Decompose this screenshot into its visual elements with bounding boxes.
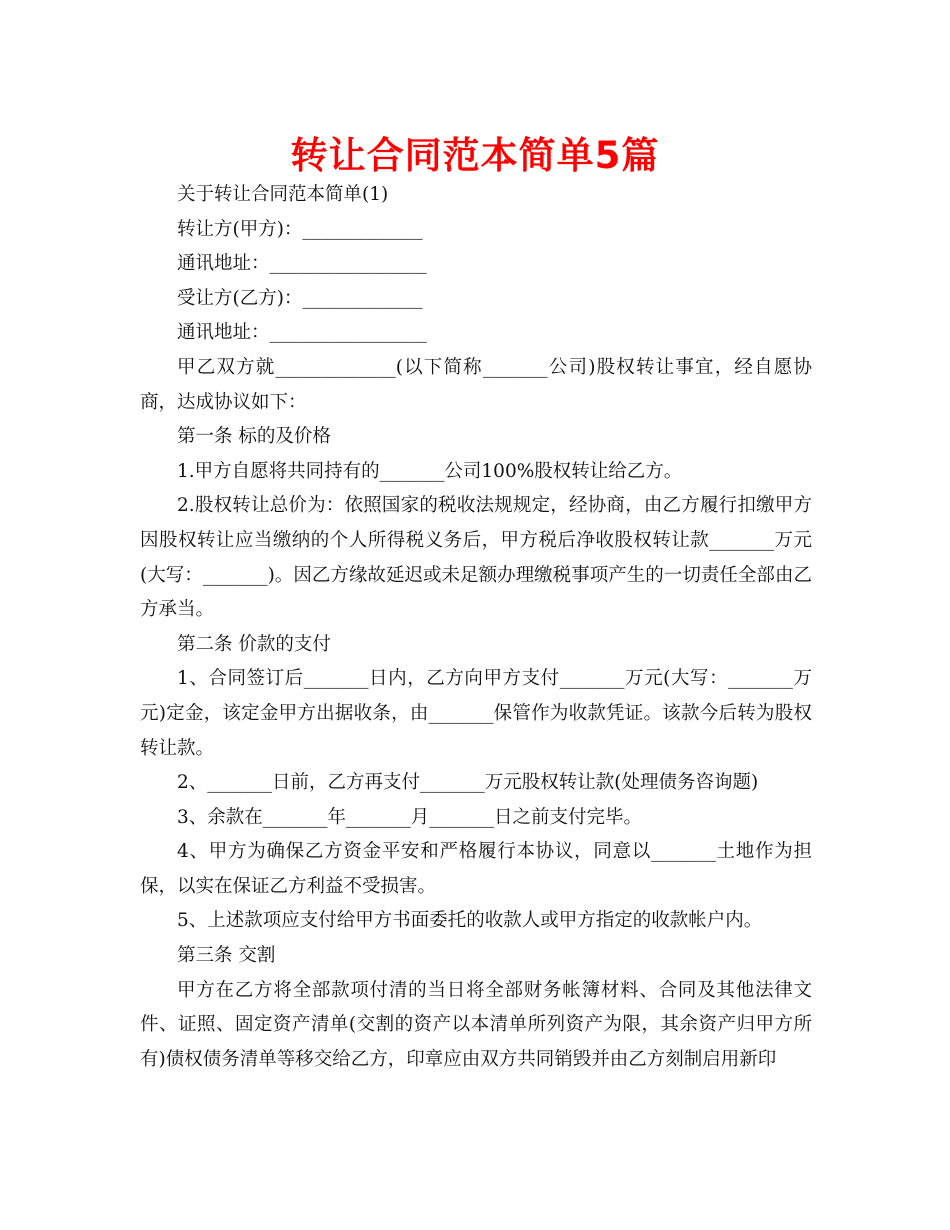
paragraph-article-1-heading: 第一条 标的及价格 [177, 426, 331, 448]
document-title: 转让合同范本简单5篇 [290, 134, 660, 177]
paragraph-article-2-item-2: 2、_______日前，乙方再支付_______万元股权转让款(处理债务咨询题) [177, 772, 759, 794]
paragraph-article-3-heading: 第三条 交割 [177, 945, 276, 967]
paragraph-transferor-address: 通讯地址：_________________ [177, 253, 427, 275]
paragraph-transferor: 转让方(甲方)：_____________ [177, 218, 423, 240]
document-body [140, 178, 812, 1077]
paragraph-article-2-item-1: 1、合同签订后_______日内，乙方向甲方支付_______万元(大写：_______万元)定金，该定金甲方出据收条，由_______保管作为收款凭证。该款今后转为股权转让款。 [140, 668, 812, 759]
paragraph-preamble: 甲乙双方就_____________(以下简称_______公司)股权转让事宜，经自愿协商，达成协议如下： [140, 356, 812, 413]
paragraph-article-2-item-3: 3、余款在_______年_______月_______日之前支付完毕。 [177, 806, 643, 828]
paragraph-article-2-item-5: 5、上述款项应支付给甲方书面委托的收款人或甲方指定的收款帐户内。 [177, 910, 763, 932]
paragraph-heading-contract-1: 关于转让合同范本简单(1) [177, 184, 389, 205]
paragraph-article-1-item-2: 2.股权转让总价为：依照国家的税收法规规定，经协商，由乙方履行扣缴甲方因股权转让应当缴纳的个人所得税义务后，甲方税后净收股权转让款_______万元(大写：_______)。因乙方缘故延迟或未足额办理缴税事项产生的一切责任全部由乙方承当。 [140, 495, 812, 621]
paragraph-transferee-address: 通讯地址：_________________ [177, 322, 427, 344]
paragraph-article-1-item-1: 1.甲方自愿将共同持有的_______公司100%股权转让给乙方。 [177, 460, 683, 482]
paragraph-article-2-item-4: 4、甲方为确保乙方资金平安和严格履行本协议，同意以_______土地作为担保，以实在保证乙方利益不受损害。 [140, 841, 812, 897]
paragraph-article-2-heading: 第二条 价款的支付 [177, 633, 331, 655]
paragraph-transferee: 受让方(乙方)：_____________ [177, 287, 423, 309]
paragraph-article-3-body: 甲方在乙方将全部款项付清的当日将全部财务帐簿材料、合同及其他法律文件、证照、固定资产清单(交割的资产以本清单所列资产为限，其余资产归甲方所有)债权债务清单等移交给乙方，印章应由双方共同销毁并由乙方刻制启用新印 [140, 979, 812, 1070]
